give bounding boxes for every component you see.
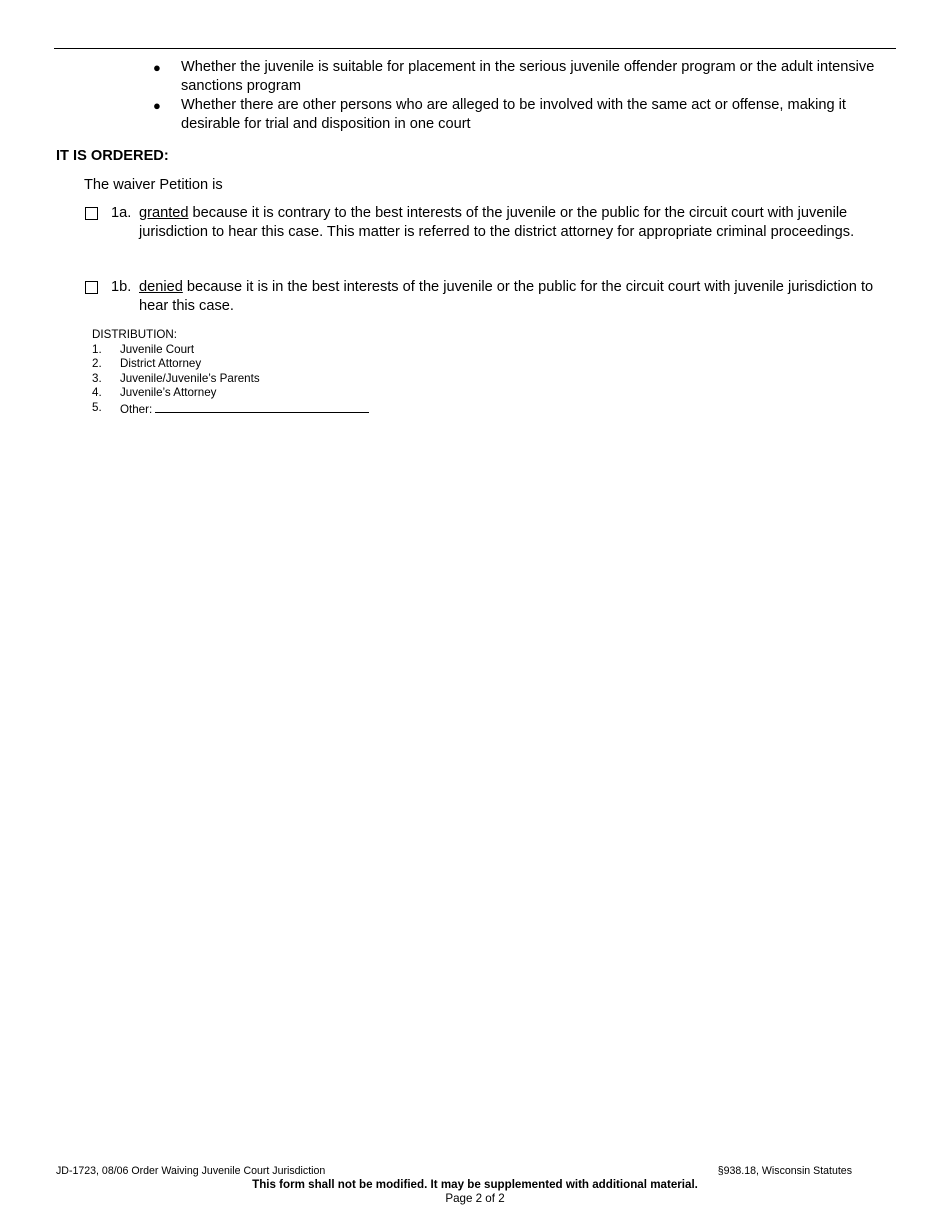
distribution-item [92,386,217,401]
top-divider [54,48,896,49]
option-granted [84,204,884,242]
option-number: 1a. [111,205,132,221]
option-keyword: denied [139,279,183,295]
bullet-icon: ● [153,98,161,113]
item-number: 4. [92,386,102,400]
page-number: Page 2 of 2 [445,1192,505,1205]
bullet-item [150,96,895,134]
item-label: Juvenile’s Attorney [120,386,217,400]
distribution-item [92,401,177,416]
bullet-text: Whether the juvenile is suitable for placement in the serious juvenile offender program or the adult intensive sanctions program [181,59,875,94]
item-label: Other: [120,402,153,416]
petition-intro: The waiver Petition is [84,177,223,193]
order-heading: IT IS ORDERED: [56,148,169,164]
option-denied [84,278,884,316]
item-number: 1. [92,342,102,356]
modification-notice: This form shall not be modified. It may be supplemented with additional material. [252,1178,698,1191]
granted-checkbox[interactable] [85,207,98,220]
distribution-other [120,401,369,418]
item-number: 5. [92,400,102,414]
item-label: Juvenile Court [120,342,195,356]
bullet-text: Whether there are other persons who are alleged to be involved with the same act or offense, making it desirable for trial and disposition in one court [181,97,846,132]
item-number: 2. [92,357,102,371]
distribution-item [92,371,260,387]
option-body: because it is in the best interests of the juvenile or the public for the circuit court with juvenile jurisdiction to hear this case. [139,279,874,314]
distribution-list [92,328,260,416]
item-label: District Attorney [120,357,202,371]
option-text [139,278,884,316]
bullet-item [150,58,895,96]
distribution-heading: DISTRIBUTION: [92,328,178,341]
statute-reference: §938.18, Wisconsin Statutes [717,1165,852,1177]
option-body: because it is contrary to the best interests of the juvenile or the public for the circuit court with juvenile jurisdiction to hear this case. This matter is referred to the district attorney for appropriate criminal proceedings. [139,205,855,240]
other-blank-field[interactable] [155,401,369,413]
distribution-item [92,357,202,372]
distribution-item [92,342,195,358]
item-label: Juvenile/Juvenile’s Parents [120,371,260,385]
option-number: 1b. [111,279,132,295]
item-number: 3. [92,371,102,385]
denied-checkbox[interactable] [85,281,98,294]
form-id: JD-1723, 08/06 Order Waiving Juvenile Court Jurisdiction [56,1165,326,1177]
option-text [139,204,884,242]
bullet-icon: ● [153,60,161,75]
option-keyword: granted [139,205,189,221]
criteria-bullet-list [150,58,895,134]
